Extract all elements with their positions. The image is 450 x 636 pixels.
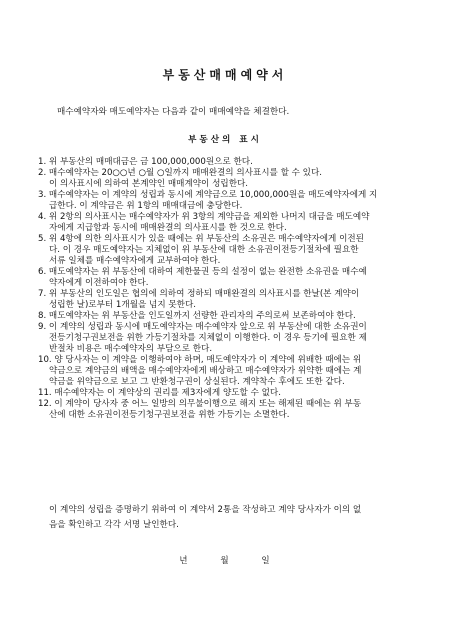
clause-line: 10. 양 당사자는 이 계약을 이행하여야 하며, 매도예약자가 이 계약에 위배한 때에는 위	[38, 355, 362, 365]
clause-line: 8. 매도예약자는 위 부동산을 인도일까지 선량한 관리자의 주의로써 보존하여야 한다.	[38, 311, 356, 321]
clause-3	[38, 190, 408, 212]
clause-line: 약금으로 계약금의 배액을 매수예약자에게 배상하고 매수예약자가 위약한 때에는 계	[49, 366, 362, 376]
clause-8	[38, 311, 408, 322]
signature-date-line	[0, 554, 450, 566]
clause-line: 3. 매수예약자는 이 계약의 성립과 동시에 계약금으로 10,000,000원을 매도예약자에게 지	[38, 190, 378, 200]
clause-line: 1. 위 부동산의 매매대금은 금 100,000,000원으로 한다.	[38, 157, 253, 167]
clause-line: 6. 매도예약자는 위 부동산에 대하여 제한물권 등의 설정이 없는 완전한 소유권을 매수예	[38, 267, 367, 277]
closing-line: 음을 확인하고 각각 서명 날인한다.	[49, 520, 179, 530]
closing-paragraph	[49, 503, 414, 533]
clause-11	[38, 388, 408, 399]
clause-line: 다. 이 경우 매도예약자는 지체없이 위 부동산에 대한 소유권이전등기절차에 필요한	[49, 245, 359, 255]
closing-line: 이 계약의 성립을 증명하기 위하여 이 계약서 2통을 작성하고 계약 당사자가 이의 없	[49, 505, 362, 515]
clause-line: 산에 대한 소유권이전등기청구권보전을 위한 가등기는 소멸한다.	[49, 410, 290, 420]
clause-12	[38, 399, 408, 421]
section-title: 부동산의 표시	[188, 135, 262, 145]
clause-line: 서류 일체를 매수예약자에게 교부하여야 한다.	[49, 256, 221, 266]
clause-line: 11. 매수예약자는 이 계약상의 권리를 제3자에게 양도할 수 없다.	[38, 388, 281, 398]
clause-line: 약금을 위약금으로 보고 그 반환청구권이 상실된다. 계약착수 후에도 또한 같다.	[49, 377, 345, 387]
clause-2	[38, 168, 408, 190]
date-year-label: 년	[179, 556, 189, 566]
clause-line: 성립한 날)로부터 1개월을 넘지 못한다.	[49, 300, 197, 310]
clause-line: 이 의사표시에 의하여 본계약인 매매계약이 성립한다.	[49, 179, 249, 189]
clause-4	[38, 212, 408, 234]
clause-line: 2. 매수예약자는 20○○년 ○월 ○일까지 매매완결의 의사표시를 할 수 있다.	[38, 168, 322, 178]
clause-7	[38, 289, 408, 311]
clause-line: 5. 위 4항에 의한 의사표시가 있을 때에는 위 부동산의 소유권은 매수예약자에게 이전된	[38, 234, 364, 244]
clause-line: 약자에게 이전하여야 한다.	[49, 278, 149, 288]
clause-6	[38, 267, 408, 289]
clause-9	[38, 322, 408, 355]
clause-line: 자에게 지급함과 동시에 매매완결의 의사표시를 한 것으로 한다.	[49, 223, 287, 233]
clause-line: 9. 이 계약의 성립과 동시에 매도예약자는 매수예약자 앞으로 위 부동산에 대한 소유권이	[38, 322, 367, 332]
clause-line: 4. 위 2항의 의사표시는 매수예약자가 위 3항의 계약금을 제외한 나머지 대금을 매도예약	[38, 212, 370, 222]
document-title: 부동산매매예약서	[162, 68, 288, 82]
date-month-label: 월	[220, 556, 230, 566]
clause-line: 급한다. 이 계약금은 위 1항의 매매대금에 충당한다.	[49, 201, 243, 211]
intro-paragraph: 매수예약자와 매도예약자는 다음과 같이 매매예약을 체결한다.	[57, 107, 290, 117]
date-day-label: 일	[261, 556, 271, 566]
clause-line: 반절차 비용은 매수예약자의 부담으로 한다.	[49, 344, 213, 354]
clause-10	[38, 355, 408, 388]
clause-line: 전등기청구권보전을 위한 가등기절차를 지체없이 이행한다. 이 경우 등기에 필요한 제	[49, 333, 367, 343]
clause-line: 12. 이 계약이 당사자 중 어느 일방의 의무불이행으로 해지 또는 해제된 때에는 위 부동	[38, 399, 362, 409]
clause-5	[38, 234, 408, 267]
clause-1	[38, 157, 408, 168]
clause-line: 7. 위 부동산의 인도일은 협의에 의하여 정하되 매매완결의 의사표시를 한날(본 계약이	[38, 289, 360, 299]
clause-list	[38, 157, 408, 421]
